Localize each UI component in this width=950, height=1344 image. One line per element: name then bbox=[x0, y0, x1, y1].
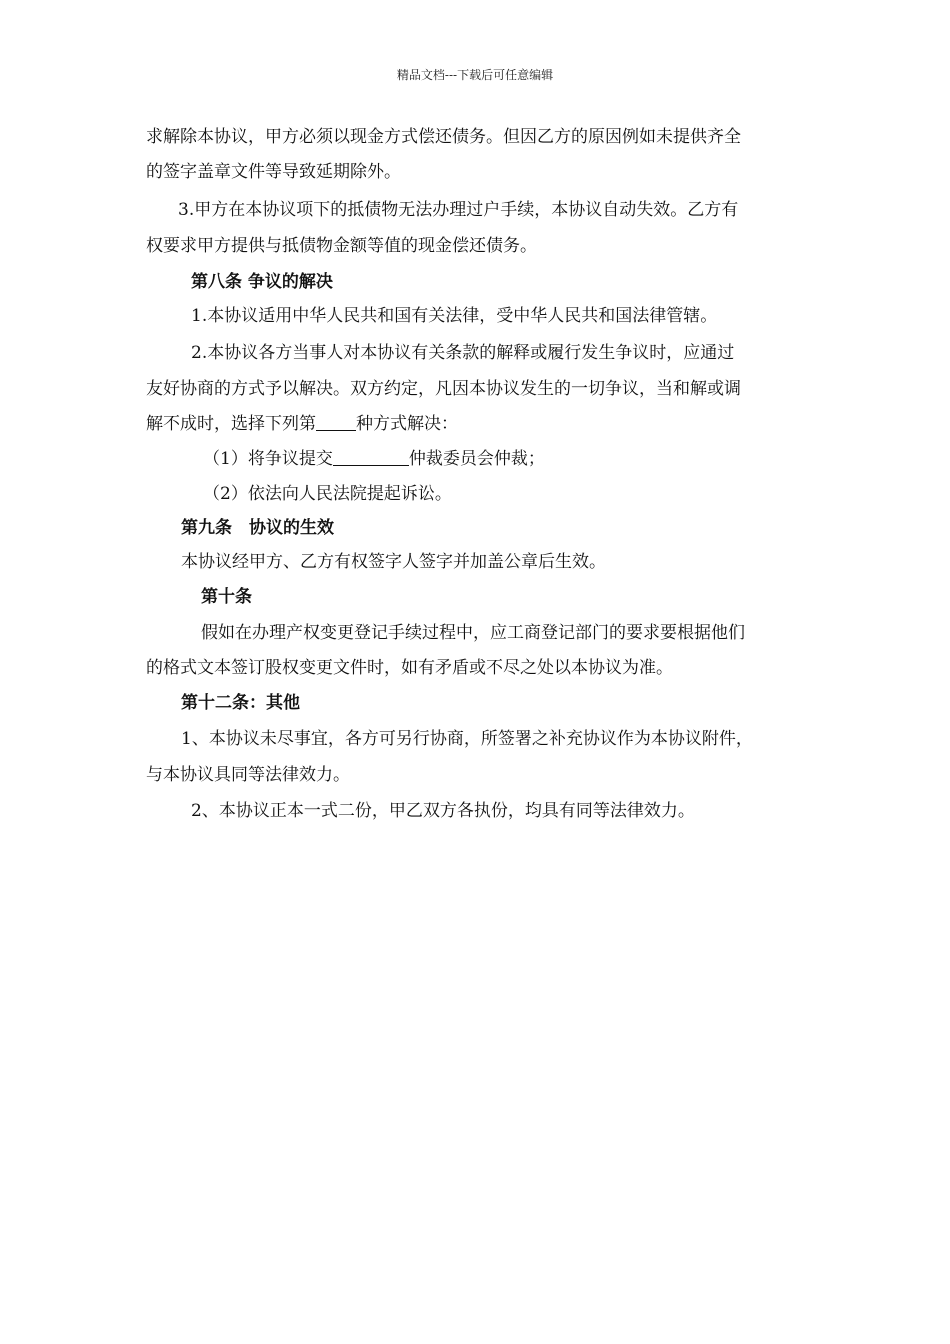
body-line: 2.本协议各方当事人对本协议有关条款的解释或履行发生争议时，应通过 bbox=[191, 343, 735, 363]
text-segment: （1）将争议提交 bbox=[203, 449, 333, 469]
fill-in-blank bbox=[316, 414, 356, 431]
page-header: 精品文档---下载后可任意编辑 bbox=[396, 68, 554, 82]
article-9-heading: 第九条 协议的生效 bbox=[181, 518, 334, 538]
body-line: 假如在办理产权变更登记手续过程中，应工商登记部门的要求要根据他们 bbox=[201, 623, 745, 643]
body-line: 友好协商的方式予以解决。双方约定，凡因本协议发生的一切争议，当和解或调 bbox=[146, 379, 741, 399]
article-8-heading: 第八条 争议的解决 bbox=[191, 272, 333, 292]
body-line: 本协议经甲方、乙方有权签字人签字并加盖公章后生效。 bbox=[181, 552, 606, 572]
text-segment: 解不成时，选择下列第 bbox=[146, 414, 316, 434]
body-line: 求解除本协议，甲方必须以现金方式偿还债务。但因乙方的原因例如未提供齐全 bbox=[146, 127, 741, 147]
article-10-heading: 第十条 bbox=[201, 587, 252, 607]
body-line: 2、本协议正本一式二份，甲乙双方各执份，均具有同等法律效力。 bbox=[191, 801, 695, 821]
body-line: 1.本协议适用中华人民共和国有关法律，受中华人民共和国法律管辖。 bbox=[191, 306, 718, 326]
text-segment: 种方式解决： bbox=[356, 414, 458, 434]
body-line: 的签字盖章文件等导致延期除外。 bbox=[146, 162, 401, 182]
body-line: 的格式文本签订股权变更文件时，如有矛盾或不尽之处以本协议为准。 bbox=[146, 658, 673, 678]
body-line-with-blank bbox=[203, 448, 545, 470]
body-line: 3.甲方在本协议项下的抵债物无法办理过户手续，本协议自动失效。乙方有 bbox=[178, 200, 739, 220]
text-segment: 仲裁委员会仲裁； bbox=[408, 449, 545, 469]
body-line: （2）依法向人民法院提起诉讼。 bbox=[203, 484, 452, 504]
body-line-with-blank bbox=[146, 413, 458, 435]
body-line: 与本协议具同等法律效力。 bbox=[146, 765, 350, 785]
article-12-heading: 第十二条：其他 bbox=[181, 693, 300, 713]
body-line: 权要求甲方提供与抵债物金额等值的现金偿还债务。 bbox=[146, 236, 537, 256]
fill-in-blank bbox=[333, 449, 409, 466]
body-line: 1、本协议未尽事宜，各方可另行协商，所签署之补充协议作为本协议附件， bbox=[181, 729, 753, 749]
